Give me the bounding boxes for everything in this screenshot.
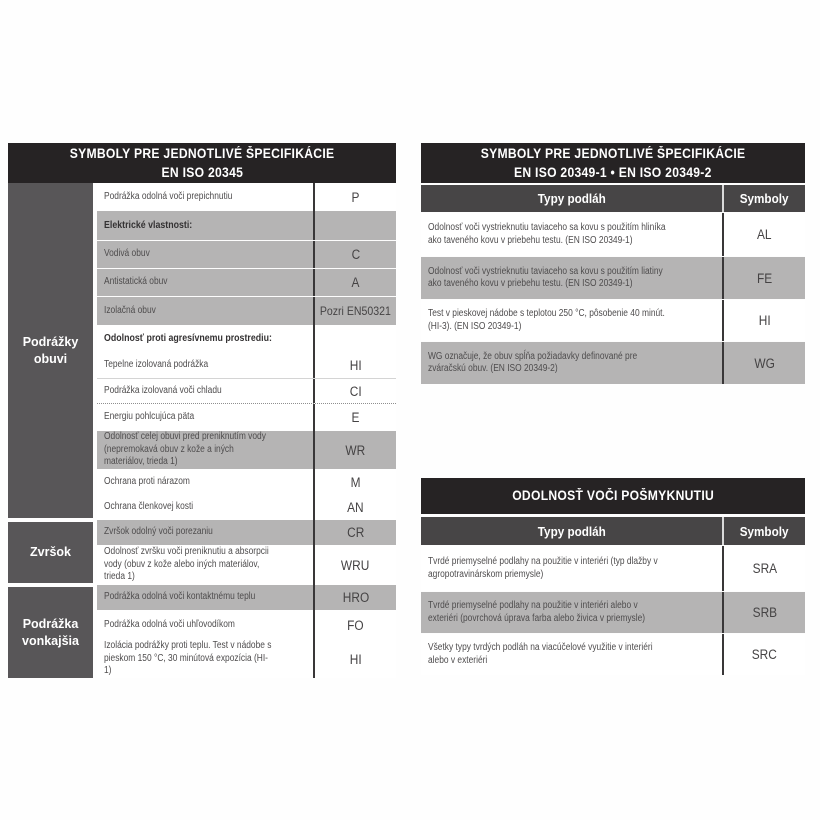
category-cell-podrazky-obuvi xyxy=(8,183,93,518)
spec-description xyxy=(97,610,313,640)
spec-description xyxy=(97,640,313,678)
symbol-cell xyxy=(313,610,396,640)
table-row xyxy=(97,545,396,585)
column-header-symbols: Symboly xyxy=(722,517,805,545)
symbol-cell xyxy=(722,257,805,299)
symbol-cell xyxy=(722,300,805,341)
table-title xyxy=(421,478,805,514)
symbol-cell xyxy=(722,546,805,591)
category-label: Podrážky obuvi xyxy=(22,334,79,366)
spec-description xyxy=(421,634,722,675)
spec-description xyxy=(421,300,722,341)
symbol-cell xyxy=(313,545,396,585)
spec-description-text: Tvrdé priemyselné podlahy na použitie v interiéri (typ dlažby v agropotravinárskom priemysle) xyxy=(428,556,658,580)
spec-description xyxy=(421,342,722,384)
spec-description xyxy=(97,469,313,495)
symbol-text: C xyxy=(351,247,360,262)
symbol-text: SRB xyxy=(752,605,777,620)
symbol-text: P xyxy=(351,189,360,205)
column-header-row xyxy=(421,517,805,545)
symbol-cell xyxy=(313,269,396,296)
spec-description-text: Odolnosť celej obuvi pred preniknutím vody (nepremokavá obuv z kože a iných materiálov, trieda 1) xyxy=(104,431,266,468)
spec-description-text: Izolačná obuv xyxy=(104,304,156,316)
symbol-text: WR xyxy=(345,442,366,458)
spec-description-text: Odolnosť voči vystrieknutiu taviaceho sa kovu s použitím hliníka ako taveného kovu v priebehu testu. (EN ISO 20349-1) xyxy=(428,222,666,246)
spec-description xyxy=(97,183,313,211)
spec-description xyxy=(97,269,313,296)
spec-description-text: Odolnosť voči vystrieknutiu taviaceho sa kovu s použitím liatiny ako taveného kovu v priebehu testu. (EN ISO 20349-1) xyxy=(428,265,663,289)
spec-description xyxy=(97,404,313,431)
spec-description-text: Podrážka izolovaná voči chladu xyxy=(104,384,222,396)
spec-description-text: Ochrana členkovej kosti xyxy=(104,501,194,513)
table-row xyxy=(97,640,396,678)
symbol-text: Pozri EN50321 xyxy=(319,304,392,318)
symbol-cell xyxy=(313,520,396,545)
table-row xyxy=(97,268,396,296)
symbol-cell xyxy=(313,325,396,352)
symbol-cell xyxy=(313,640,396,678)
spec-description xyxy=(97,585,313,610)
symbol-text: AL xyxy=(757,227,772,242)
spec-description-text: Podrážka odolná voči uhľovodíkom xyxy=(104,618,235,630)
category-label: Zvršok xyxy=(30,545,71,560)
symbol-cell xyxy=(313,241,396,268)
symbol-text: AN xyxy=(347,500,364,515)
table-row xyxy=(421,633,805,675)
spec-description xyxy=(421,592,722,633)
symbol-text: CR xyxy=(346,525,365,540)
symbol-text: A xyxy=(351,275,360,290)
spec-description xyxy=(97,431,313,469)
category-cell-zvrsok xyxy=(8,522,93,583)
table-row xyxy=(97,495,396,520)
spec-description xyxy=(97,241,313,268)
table-title-line2: EN ISO 20349-1 • EN ISO 20349-2 xyxy=(514,165,712,180)
spec-description xyxy=(97,520,313,545)
table-row xyxy=(97,240,396,268)
symbol-cell xyxy=(722,342,805,384)
slip-resistance-table xyxy=(421,478,805,675)
symbol-text: SRC xyxy=(751,647,778,662)
column-header-types: Typy podláh xyxy=(537,191,606,206)
table-row xyxy=(97,404,396,431)
symbol-cell xyxy=(313,495,396,520)
spec-description-text: Zvršok odolný voči porezaniu xyxy=(104,526,213,538)
spec-description-text: Energiu pohlcujúca päta xyxy=(104,411,195,423)
spec-description-text: Tepelne izolovaná podrážka xyxy=(104,358,209,370)
symbol-text: E xyxy=(351,410,360,425)
symbol-text: SRA xyxy=(752,561,777,576)
spec-rows xyxy=(97,183,396,678)
table-row xyxy=(97,431,396,469)
symbol-cell xyxy=(313,431,396,469)
symbol-text: HI xyxy=(349,357,362,373)
spec-description-text: Test v pieskovej nádobe s teplotou 250 °C, pôsobenie 40 minút. (HI-3). (EN ISO 20349-1) xyxy=(428,308,665,332)
symbol-cell xyxy=(313,379,396,403)
spec-description-text: Izolácia podrážky proti teplu. Test v nádobe s pieskom 150 °C, 30 minútová expozícia (HI-1) xyxy=(104,640,272,677)
symbol-text: HI xyxy=(349,651,362,667)
table-row xyxy=(97,585,396,610)
spec-description-text: Všetky typy tvrdých podláh na viacúčelové využitie v interiéri alebo v exteriéri xyxy=(428,642,653,666)
spec-description xyxy=(97,495,313,520)
symbol-cell xyxy=(722,592,805,633)
table-row xyxy=(421,546,805,591)
symbol-text: CI xyxy=(349,383,362,399)
spec-description-text: Ochrana proti nárazom xyxy=(104,475,190,487)
column-header-row xyxy=(421,185,805,212)
spec-description xyxy=(97,352,313,378)
spec-description xyxy=(421,546,722,591)
spec-description-text: Elektrické vlastnosti: xyxy=(104,219,193,232)
category-column xyxy=(8,183,93,678)
spec-description-text: Tvrdé priemyselné podlahy na použitie v interiéri alebo v exteriéri (povrchová úprava farba alebo živica v priemysle) xyxy=(428,600,646,624)
symbol-text: M xyxy=(350,474,361,490)
symbol-cell xyxy=(313,297,396,325)
table-row xyxy=(97,379,396,404)
spec-rows xyxy=(421,213,805,384)
symbol-text: FE xyxy=(756,270,773,286)
symbol-cell xyxy=(313,352,396,378)
table-title xyxy=(8,143,396,183)
symbol-cell xyxy=(313,585,396,610)
table-title-line2: EN ISO 20345 xyxy=(161,165,243,180)
symbol-text: FO xyxy=(347,617,364,633)
spec-description-text: Podrážka odolná voči kontaktnému teplu xyxy=(104,591,256,603)
spec-description xyxy=(97,211,313,240)
spec-description-text: Antistatická obuv xyxy=(104,276,168,288)
table-title xyxy=(421,143,805,183)
spec-description-text: WG označuje, že obuv spĺňa požiadavky definované pre zváračskú obuv. (EN ISO 20349-2) xyxy=(428,350,638,374)
table-title-line1: SYMBOLY PRE JEDNOTLIVÉ ŠPECIFIKÁCIE xyxy=(69,146,335,161)
symbol-text: WRU xyxy=(341,557,370,573)
spec-description xyxy=(421,213,722,256)
symbol-cell xyxy=(722,213,805,256)
spec-rows xyxy=(421,546,805,675)
spec-description xyxy=(97,379,313,403)
table-row xyxy=(97,183,396,211)
spec-description xyxy=(97,325,313,352)
table-row xyxy=(421,341,805,384)
table-row xyxy=(421,299,805,341)
category-cell-podrazka-vonkajsia xyxy=(8,587,93,678)
table-body xyxy=(8,183,396,678)
spec-description-text: Odolnosť proti agresívnemu prostrediu: xyxy=(104,332,272,345)
spec-description-text: Vodivá obuv xyxy=(104,248,150,260)
spec-description-text: Podrážka odolná voči prepichnutiu xyxy=(104,190,233,202)
table-row xyxy=(97,352,396,379)
category-label: Podrážka vonkajšia xyxy=(22,616,79,648)
table-row xyxy=(97,520,396,545)
table-title-line1: SYMBOLY PRE JEDNOTLIVÉ ŠPECIFIKÁCIE xyxy=(480,146,746,161)
table-row xyxy=(97,610,396,640)
table-row xyxy=(97,325,396,352)
column-header-types: Typy podláh xyxy=(537,523,606,539)
spec-description xyxy=(97,297,313,325)
table-row xyxy=(97,211,396,240)
symbol-text: HI xyxy=(758,313,771,328)
table-row xyxy=(97,469,396,495)
symbol-text: WG xyxy=(754,355,775,371)
table-row xyxy=(97,296,396,325)
symbol-cell xyxy=(313,404,396,431)
symbol-cell xyxy=(313,211,396,240)
table-row xyxy=(421,213,805,256)
spec-description-text: Odolnosť zvršku voči preniknutiu a absorpcii vody (obuv z kože alebo iných materiálov, trieda 1) xyxy=(104,546,269,583)
column-header-symbols: Symboly xyxy=(722,185,805,212)
table-row xyxy=(421,591,805,633)
en-iso-20345-table xyxy=(8,143,396,678)
symbol-cell xyxy=(722,634,805,675)
spec-description xyxy=(421,257,722,299)
symbol-text: HRO xyxy=(342,590,369,605)
en-iso-20349-table xyxy=(421,143,805,384)
table-title-text: ODOLNOSŤ VOČI POŠMYKNUTIU xyxy=(512,488,714,503)
symbol-cell xyxy=(313,469,396,495)
table-row xyxy=(421,256,805,299)
spec-description xyxy=(97,545,313,585)
symbol-cell xyxy=(313,183,396,211)
